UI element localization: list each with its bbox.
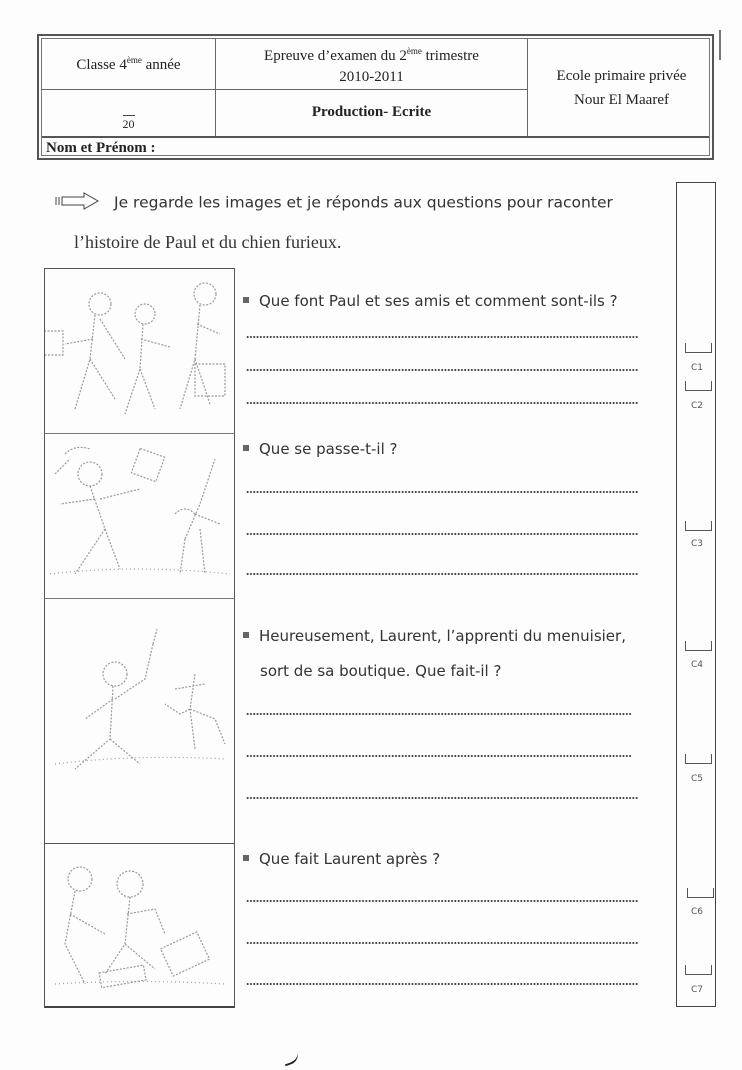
answer-line-2-2[interactable] xyxy=(246,533,638,535)
answer-line-3-1[interactable] xyxy=(246,713,632,715)
image-children-running xyxy=(44,268,235,433)
criterion-label-c1: C1 xyxy=(690,363,703,373)
criterion-label-c5: C5 xyxy=(690,774,703,784)
class-label: Classe 4ème année xyxy=(76,54,181,73)
subject-title: Production- Ecrite xyxy=(311,104,432,120)
arrow-right-icon xyxy=(54,192,100,214)
answer-line-2-3[interactable] xyxy=(246,573,638,575)
question-3-line-2: sort de sa boutique. Que fait-il ? xyxy=(260,662,502,680)
name-label: Nom et Prénom : xyxy=(46,139,156,156)
criterion-box-c1[interactable] xyxy=(685,343,712,353)
image-laurent-chasing-dog xyxy=(44,598,235,843)
student-name-field[interactable] xyxy=(46,138,346,158)
criterion-label-c6: C6 xyxy=(690,907,703,917)
image-laurent-after xyxy=(44,843,235,1008)
criterion-label-c2: C2 xyxy=(690,401,703,411)
exam-header-table xyxy=(37,34,714,160)
bullet-icon xyxy=(243,632,249,638)
answer-line-3-3[interactable] xyxy=(246,797,638,799)
criterion-box-c2[interactable] xyxy=(685,381,712,391)
answer-line-4-2[interactable] xyxy=(246,942,638,944)
criterion-label-c7: C7 xyxy=(690,985,703,995)
instruction-line-1: Je regarde les images et je réponds aux questions pour raconter xyxy=(54,192,613,214)
story-images xyxy=(44,268,235,1008)
exam-year: 2010-2011 xyxy=(339,68,404,85)
answer-line-4-1[interactable] xyxy=(246,900,638,902)
criterion-box-c5[interactable] xyxy=(685,754,712,764)
question-4: Que fait Laurent après ? xyxy=(243,850,440,868)
answer-line-3-2[interactable] xyxy=(246,755,632,757)
criterion-box-c7[interactable] xyxy=(685,965,712,975)
bullet-icon xyxy=(243,445,249,451)
school-name: Ecole primaire privée Nour El Maaref xyxy=(556,67,687,108)
criteria-column xyxy=(676,182,716,1007)
bullet-icon xyxy=(243,297,249,303)
criterion-box-c3[interactable] xyxy=(685,521,712,531)
answer-line-1-2[interactable] xyxy=(246,369,638,371)
image-boy-falling-dog xyxy=(44,433,235,598)
criterion-label-c3: C3 xyxy=(690,539,703,549)
answer-line-2-1[interactable] xyxy=(246,491,638,493)
answer-line-1-1[interactable] xyxy=(246,336,638,338)
exam-title: Epreuve d’examen du 2ème trimestre 2010-2011 xyxy=(216,39,527,89)
score-field[interactable] xyxy=(42,89,215,136)
bullet-icon xyxy=(243,855,249,861)
answer-line-4-3[interactable] xyxy=(246,983,638,985)
instruction-line-2: l’histoire de Paul et du chien furieux. xyxy=(74,232,342,252)
answer-line-1-3[interactable] xyxy=(246,402,638,404)
criterion-box-c4[interactable] xyxy=(685,641,712,651)
question-2: Que se passe-t-il ? xyxy=(243,440,397,458)
criterion-box-c6[interactable] xyxy=(687,888,714,898)
pen-mark xyxy=(281,1050,300,1067)
score-denominator: 20 xyxy=(122,117,135,131)
question-1: Que font Paul et ses amis et comment sont-ils ? xyxy=(243,292,618,310)
question-3-line-1: Heureusement, Laurent, l’apprenti du menuisier, xyxy=(243,627,626,645)
criterion-label-c4: C4 xyxy=(690,660,703,670)
scan-edge-mark xyxy=(719,30,721,60)
